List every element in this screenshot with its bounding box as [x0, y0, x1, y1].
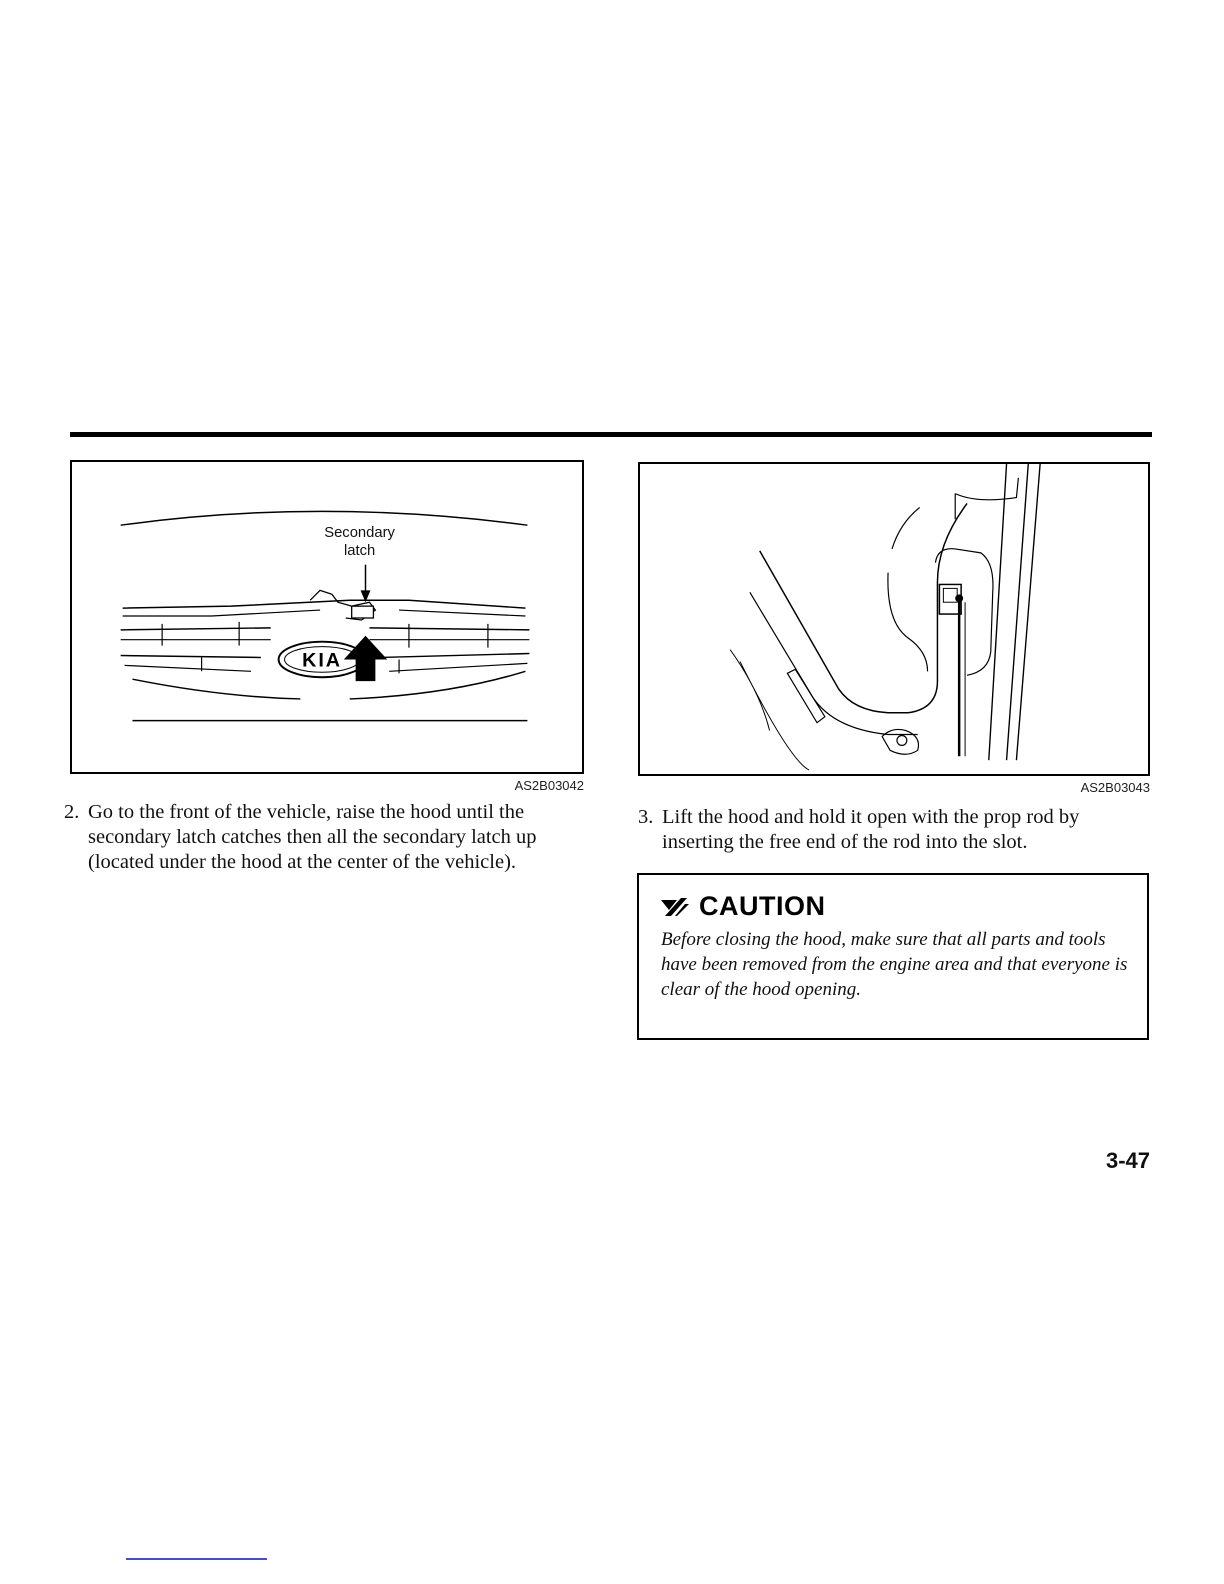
- caution-text: Before closing the hood, make sure that all parts and tools have been removed from the engine area and that everyone is clear of the hood opening.: [661, 929, 1128, 1000]
- figure-code-left: AS2B03042: [514, 778, 584, 793]
- figure-code-right: AS2B03043: [1080, 780, 1150, 795]
- grille-illustration: [72, 462, 582, 772]
- page-number: 3-47: [1105, 1148, 1150, 1173]
- latch-label-line1: Secondary: [324, 525, 395, 542]
- step-number: 2.: [64, 801, 80, 823]
- top-rule: [70, 432, 1152, 437]
- latch-label-line2: latch: [343, 542, 376, 559]
- step-number: 3.: [638, 806, 654, 828]
- caution-title: CAUTION: [699, 891, 826, 921]
- step-text: Go to the front of the vehicle, raise the hood until the secondary latch catches then all the secondary latch up (located under the hood at the center of the vehicle).: [88, 801, 537, 873]
- caution-heading: [659, 891, 826, 922]
- caution-box: [637, 873, 1149, 1040]
- step-text: Lift the hood and hold it open with the prop rod by inserting the free end of the rod into the slot.: [662, 806, 1080, 853]
- prop-rod-illustration: [640, 464, 1148, 774]
- figure-secondary-latch: [70, 460, 584, 774]
- kia-logo: KIA: [302, 649, 343, 672]
- step-3: [638, 805, 1150, 855]
- figure-prop-rod: [638, 462, 1150, 776]
- step-2: [64, 800, 584, 875]
- footer-link-line: [126, 1558, 267, 1560]
- up-arrow-icon: [344, 636, 387, 681]
- caution-slash-icon: [659, 896, 693, 918]
